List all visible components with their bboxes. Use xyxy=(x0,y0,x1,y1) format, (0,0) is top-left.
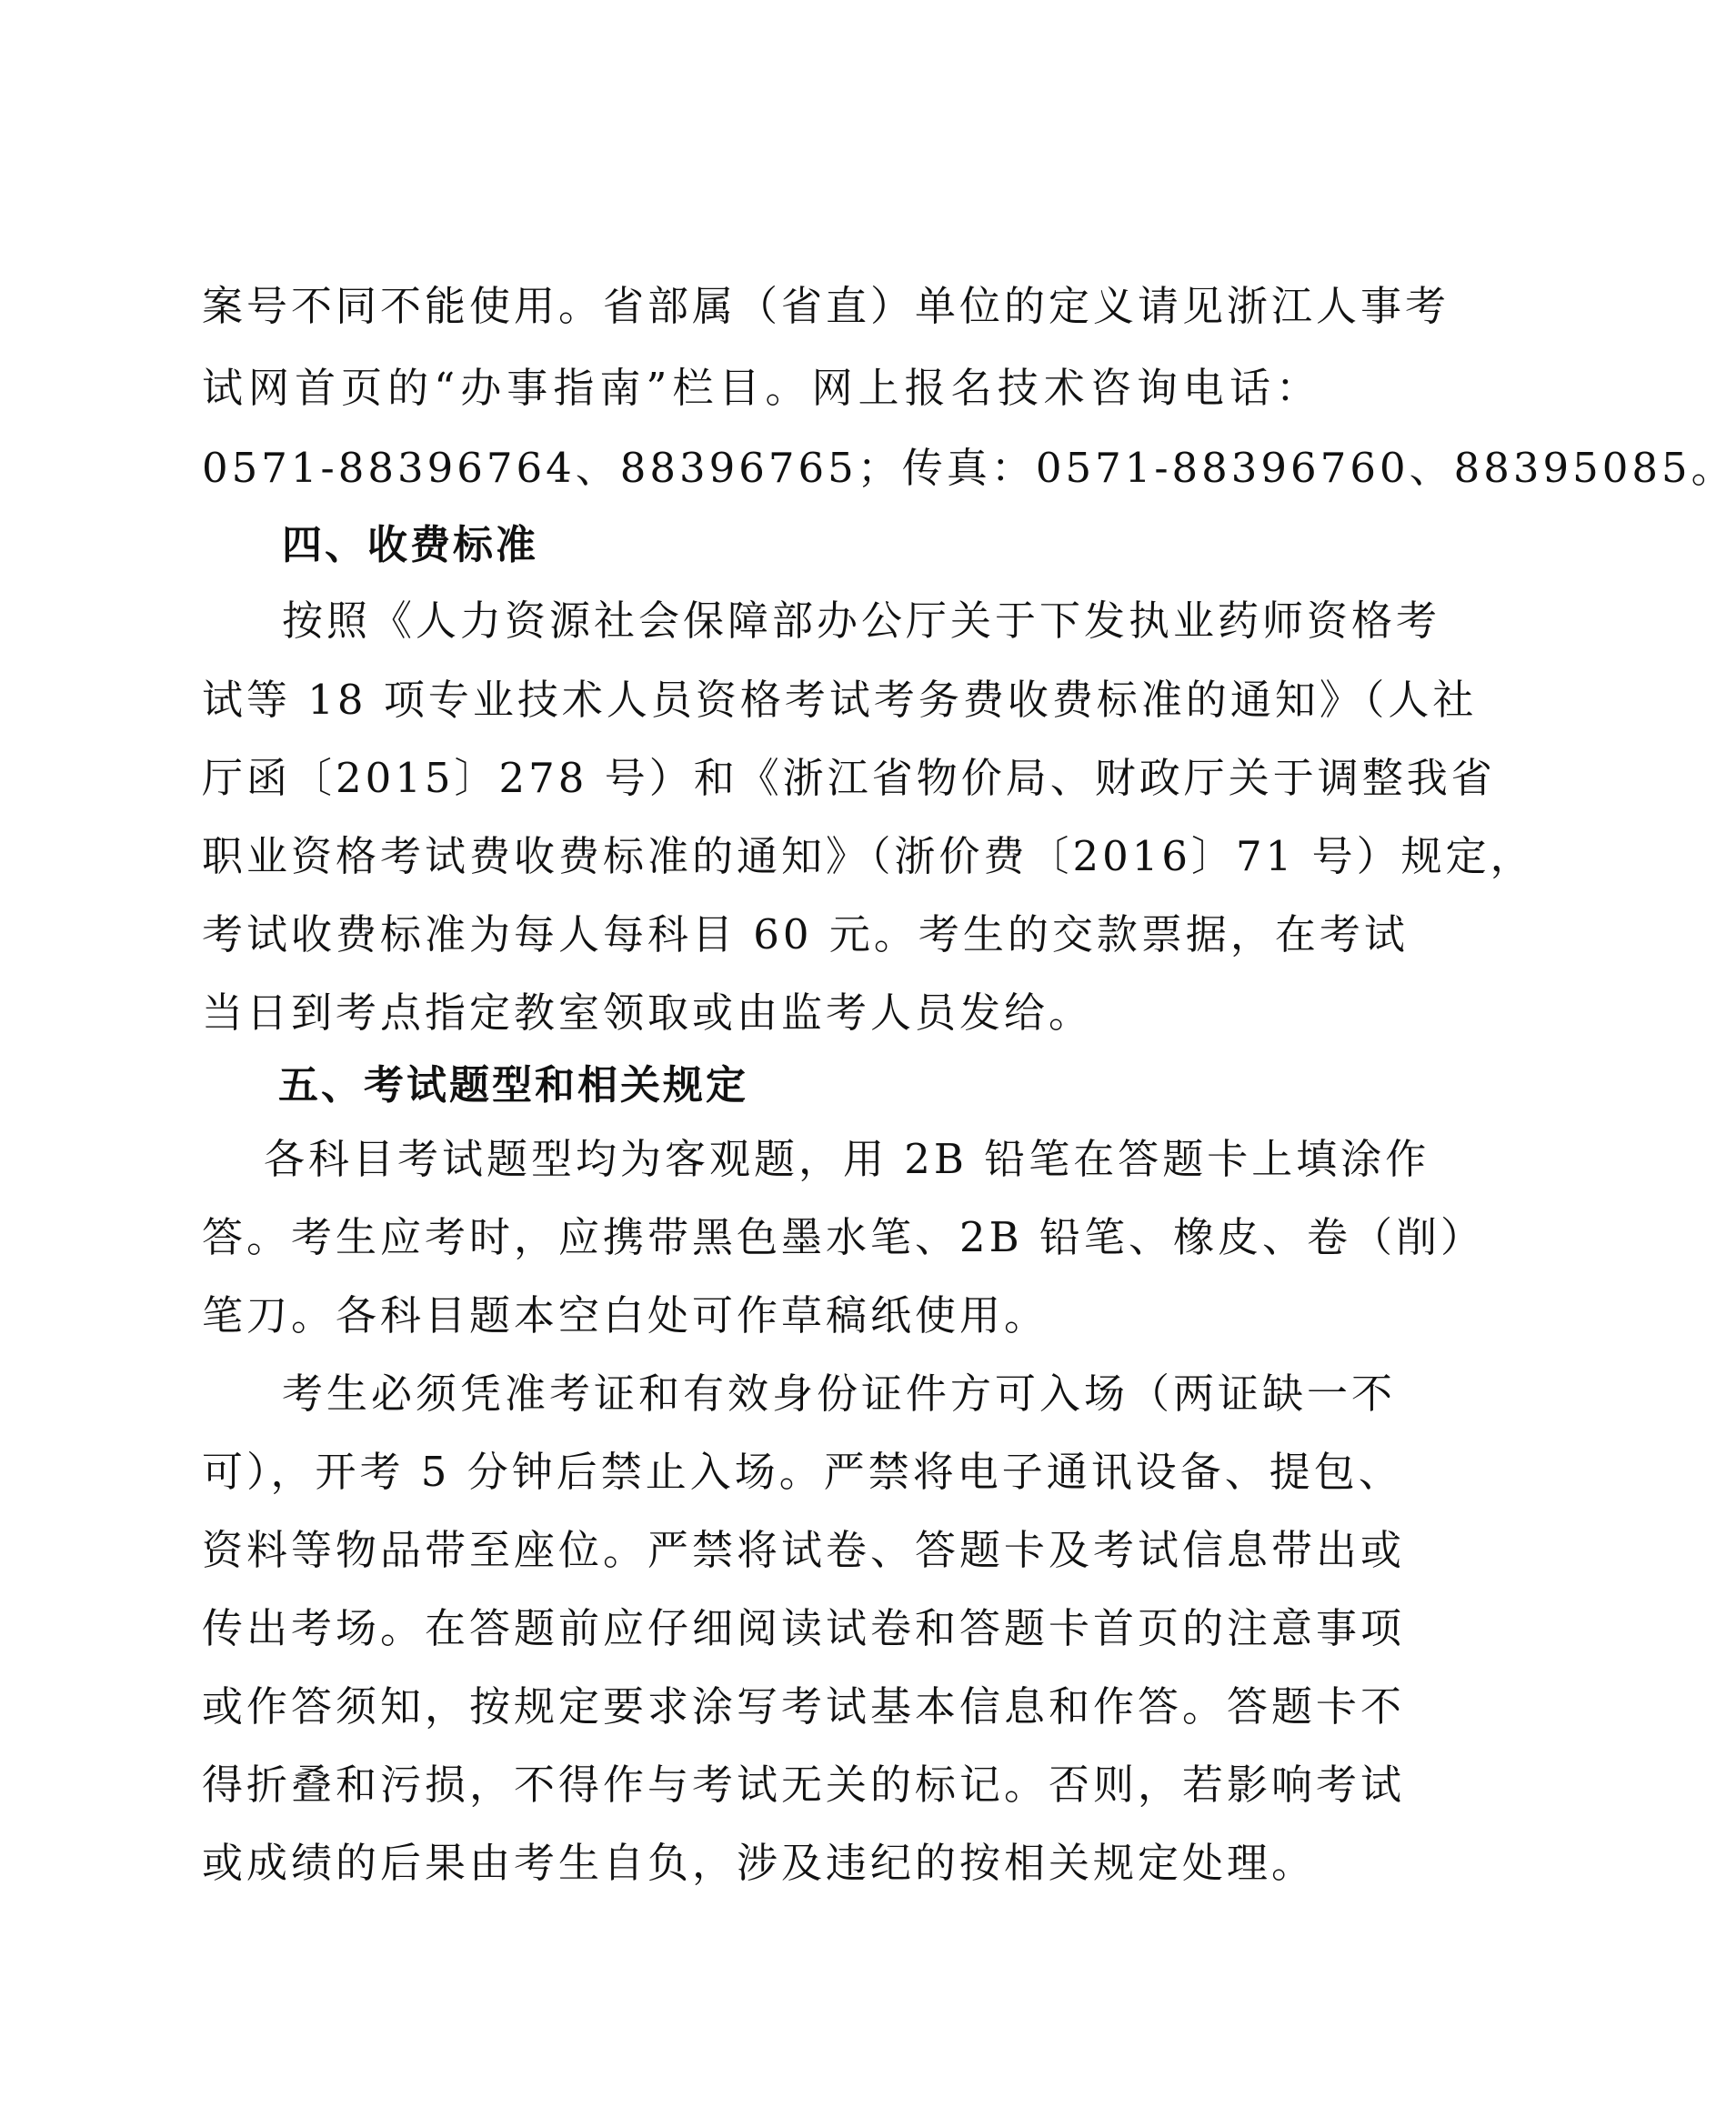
text-line-17: 资料等物品带至座位。严禁将试卷、答题卡及考试信息带出或 xyxy=(202,1526,1406,1574)
text-line-9: 考试收费标准为每人每科目 60 元。考生的交款票据，在考试 xyxy=(202,910,1409,958)
section-heading-exam-format: 五、考试题型和相关规定 xyxy=(278,1062,748,1109)
text-line-6: 试等 18 项专业技术人员资格考试考务费收费标准的通知》（人社 xyxy=(202,676,1478,724)
text-line-2: 试网首页的“办事指南”栏目。网上报名技术咨询电话： xyxy=(202,364,1320,412)
text-line-15: 考生必须凭准考证和有效身份证件方可入场（两证缺一不 xyxy=(282,1370,1397,1418)
text-line-1: 案号不同不能使用。省部属（省直）单位的定义请见浙江人事考 xyxy=(202,282,1450,330)
text-line-12: 各科目考试题型均为客观题，用 2B 铅笔在答题卡上填涂作 xyxy=(264,1135,1430,1183)
text-line-7: 厅函〔2015〕278 号）和《浙江省物价局、财政厅关于调整我省 xyxy=(202,754,1496,802)
text-line-19: 或作答须知，按规定要求涂写考试基本信息和作答。答题卡不 xyxy=(202,1682,1406,1731)
text-line-18: 传出考场。在答题前应仔细阅读试卷和答题卡首页的注意事项 xyxy=(202,1604,1406,1652)
text-line-16: 可），开考 5 分钟后禁止入场。严禁将电子通讯设备、提包、 xyxy=(202,1448,1403,1496)
text-line-14: 笔刀。各科目题本空白处可作草稿纸使用。 xyxy=(202,1291,1049,1339)
section-heading-fees: 四、收费标准 xyxy=(282,522,538,568)
text-line-5: 按照《人力资源社会保障部办公厅关于下发执业药师资格考 xyxy=(282,597,1441,645)
text-line-13: 答。考生应考时，应携带黑色墨水笔、2B 铅笔、橡皮、卷（削） xyxy=(202,1213,1486,1261)
text-line-3: 0571-88396764、88396765；传真：0571-88396760、88395085。 xyxy=(202,444,1736,492)
text-line-21: 或成绩的后果由考生自负，涉及违纪的按相关规定处理。 xyxy=(202,1839,1317,1887)
text-line-8: 职业资格考试费收费标准的通知》（浙价费〔2016〕71 号）规定， xyxy=(202,832,1535,880)
text-line-10: 当日到考点指定教室领取或由监考人员发给。 xyxy=(202,988,1094,1037)
text-line-20: 得折叠和污损，不得作与考试无关的标记。否则，若影响考试 xyxy=(202,1761,1406,1809)
